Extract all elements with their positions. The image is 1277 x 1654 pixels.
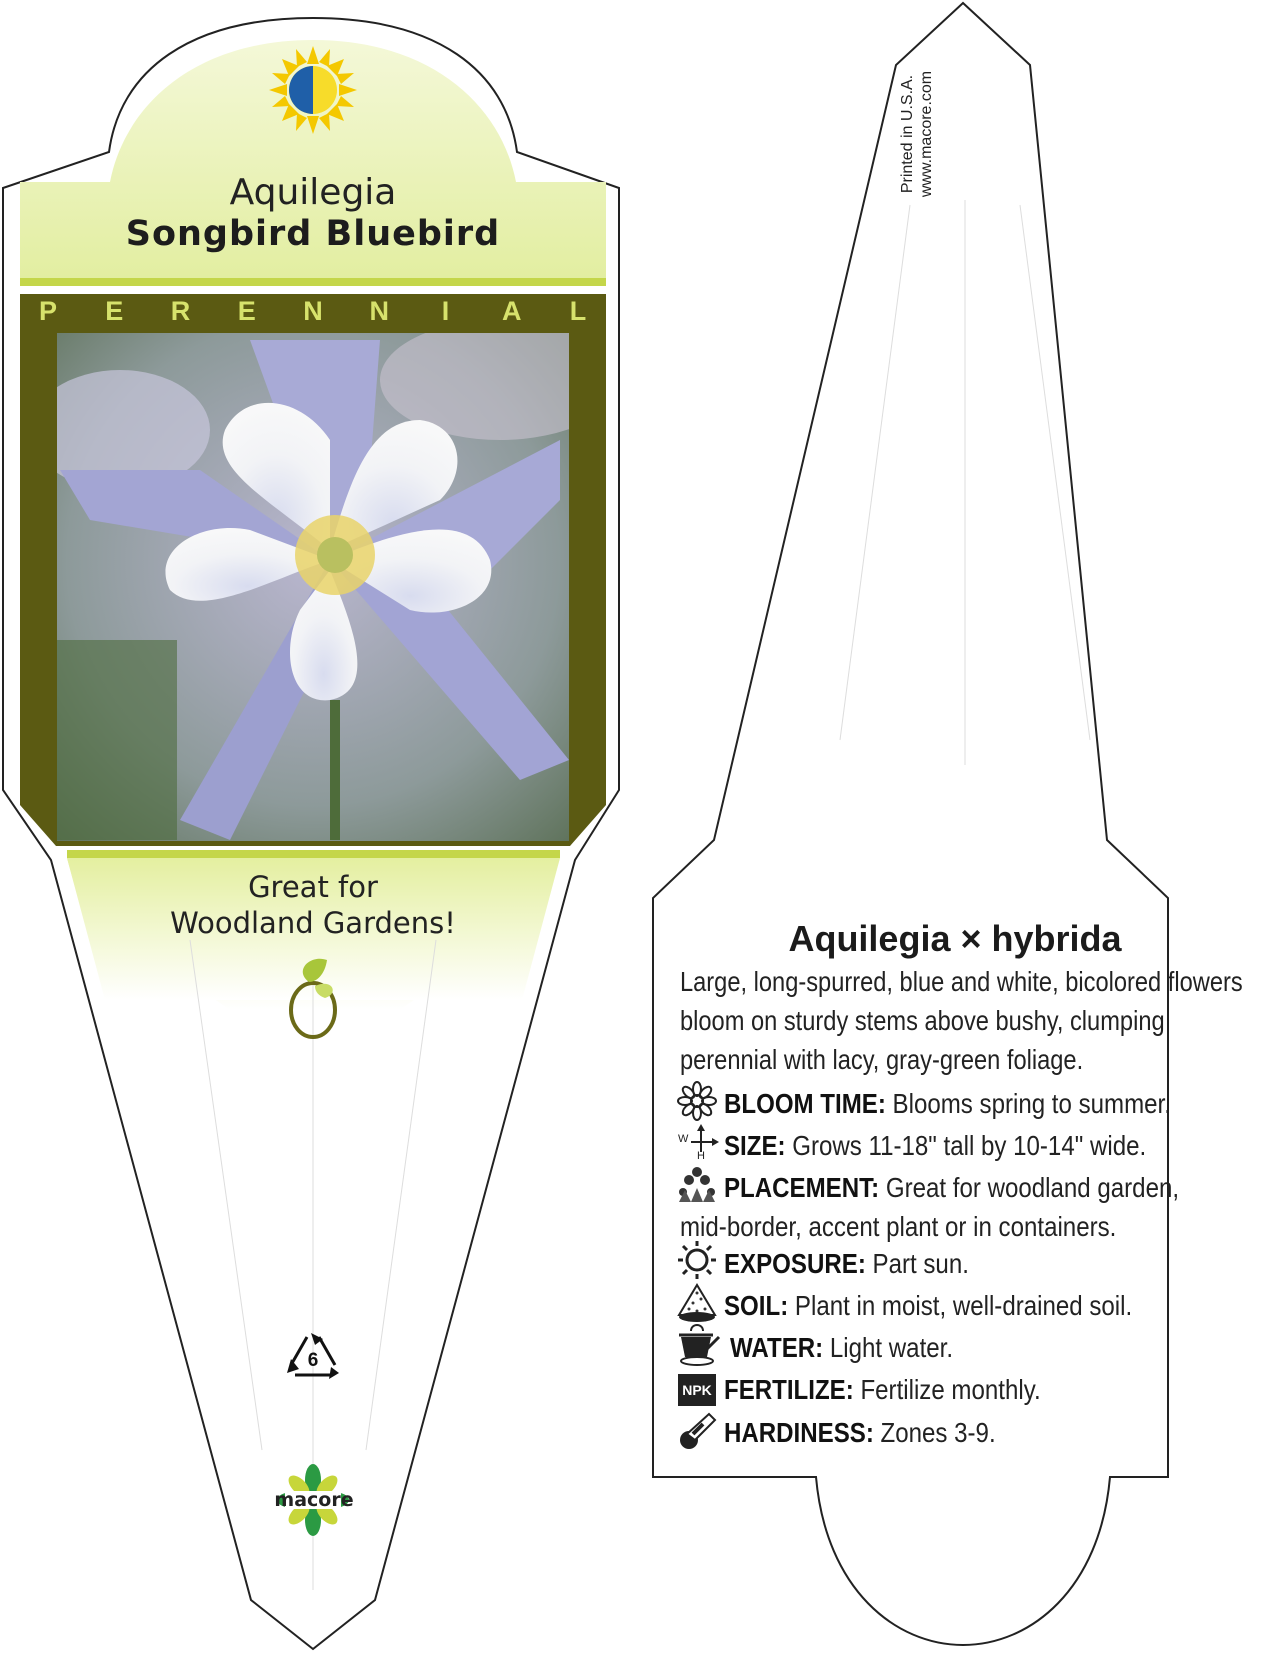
plant-type-label xyxy=(38,296,588,327)
description-line: perennial with lacy, gray-green foliage. xyxy=(680,1044,1084,1075)
recycle-number: 6 xyxy=(307,1350,319,1371)
plant-type-letter: E xyxy=(237,296,256,326)
tagline-line-2: Woodland Gardens! xyxy=(170,906,456,940)
printed-line-1: Printed in U.S.A. xyxy=(899,74,916,194)
printed-info xyxy=(898,39,936,229)
tagline-line-1: Great for xyxy=(248,870,378,904)
plant-type-letter: R xyxy=(170,296,191,326)
plant-type-letter: P xyxy=(38,296,57,326)
care-size: SIZE: Grows 11-18" tall by 10-14" wide. xyxy=(724,1130,1147,1161)
care-exposure: EXPOSURE: Part sun. xyxy=(724,1248,969,1279)
printed-line-2: www.macore.com xyxy=(918,70,935,198)
description-line: Large, long-spurred, blue and white, bicolored flowers xyxy=(680,966,1243,997)
plant-type-letter: E xyxy=(105,296,124,326)
size-icon-h: H xyxy=(697,1150,705,1162)
plant-type-letter: A xyxy=(502,296,522,326)
description-line: bloom on sturdy stems above bushy, clumping xyxy=(680,1005,1165,1036)
care-soil: SOIL: Plant in moist, well-drained soil. xyxy=(724,1290,1133,1321)
part-sun-icon xyxy=(269,46,357,134)
cultivar-name: Songbird Bluebird xyxy=(125,214,501,254)
care-hardiness: HARDINESS: Zones 3-9. xyxy=(724,1417,996,1448)
care-water: WATER: Light water. xyxy=(730,1332,954,1363)
plant-type-letter: I xyxy=(441,296,450,326)
care-placement: PLACEMENT: Great for woodland garden, xyxy=(724,1172,1180,1203)
plant-type-letter: L xyxy=(569,296,587,326)
care-bloom-time: BLOOM TIME: Blooms spring to summer. xyxy=(724,1088,1171,1119)
care-fertilize: FERTILIZE: Fertilize monthly. xyxy=(724,1374,1041,1405)
size-icon-w: W xyxy=(678,1133,689,1145)
npk-icon: NPK xyxy=(678,1374,716,1406)
care-placement-continued: mid-border, accent plant or in containers. xyxy=(680,1211,1117,1242)
genus-name: Aquilegia xyxy=(229,172,397,213)
scientific-name: Aquilegia × hybrida xyxy=(788,918,1122,959)
plant-type-letter: N xyxy=(303,296,323,326)
brand-logo-text: macore xyxy=(274,1489,354,1511)
plant-description xyxy=(680,962,1243,1079)
plant-type-letter: N xyxy=(369,296,389,326)
